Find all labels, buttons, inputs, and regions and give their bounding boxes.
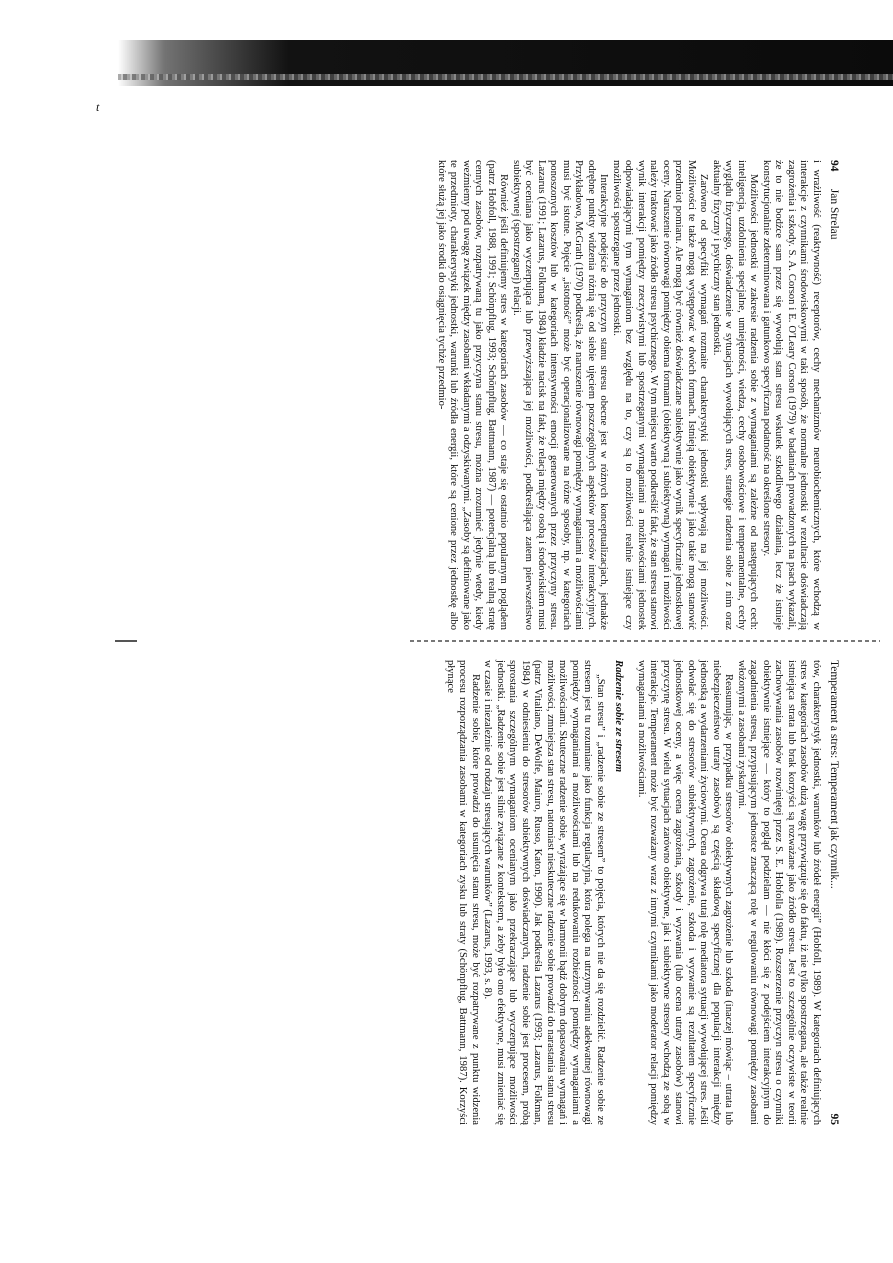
page-fold-line xyxy=(410,640,880,642)
left-running-head: Jan Strelau xyxy=(828,188,840,240)
fold-mark xyxy=(115,640,137,642)
paragraph: Zarówno od specyfiki wymagań rozmaite charakterystyki jednostki wpływają na jej możliwości. Możliwości te także mogą występować w dwóch formach. Istnieją obiektywnie i jako takie mogą stanowić przedmiot pomiaru. Ale mogą być również doświadczane subiektywnie jako wynik specyficznie jednostkowej oceny. Naruszenie równowagi pomiędzy obiema formami (obiektywną i subiektywną) wymagań i możliwości należy traktować jako źródło stresu psychicznego. W tym miejscu warto podkreślić fakt, że stan stresu stanowi wynik interakcji pomiędzy rzeczywistymi lub spostrzeganymi wymaganiami a możliwościami jednostek odpowiadającymi tym wymaganiom bez względu na to, czy są to możliwości realnie istniejące czy możliwości spostrzegane przez jednostki. xyxy=(611,160,710,631)
paragraph: Interakcyjne podejście do przyczyn stanu stresu obecne jest w różnych konceptualizacjach, jednakże odrębne punkty widzenia różnią się od siebie ujęciem poszczególnych aspektów procesów interakcyjnych. Przykładowo, McGrath (1970) podkreśla, że naruszenie równowagi pomiędzy wymaganiami a możliwościami musi być istotne. Pojęcie „istotność” może być operacjonalizowane na różne sposoby, np. w kategoriach ponoszonych kosztów lub w kategoriach intensywności emocji generowanych przez przyczyny stresu. Lazarus (1991; Lazarus, Folkman, 1984) kładzie nacisk na fakt, że relacja między osobą i środowiskiem musi być oceniana jako wyczerpująca lub przewyższająca jej możliwości, podkreślająca zatem pierwszeństwo subiektywnej (spostrzeganej) relacji. xyxy=(511,160,610,630)
scan-shadow-bar xyxy=(118,40,893,86)
right-page xyxy=(444,660,841,1125)
left-page-body xyxy=(435,160,823,630)
paragraph: Radzenie sobie, które prowadzi do usunięcia stanu stresu, może być rozpatrywane z punktu widzenia procesu rozporządzania zasobami w kategoriach zysku lub straty (Schönpflug, Battmann, 1987). Korzyści płynące xyxy=(445,660,481,1125)
left-page-header xyxy=(828,160,840,630)
section-title: Radzenie sobie ze stresem xyxy=(613,660,625,773)
corner-mark: t xyxy=(96,100,100,114)
left-page xyxy=(435,160,841,630)
paragraph: „Stan stresu” i „radzenie sobie ze stresem” to pojęcia, których nie da się rozdzielić. Radzenie sobie ze stresem jest tu rozumiane jako funkcja regulacyjna, która polega na utrzymywaniu adekwatnej równowagi pomiędzy wymaganiami a możliwościami lub na redukowaniu rozbieżności pomiędzy wymaganiami a możliwościami. Skuteczne radzenie sobie, wyrażające się w harmonii bądź dobrym dopasowaniu wymagań i możliwości, zmniejsza stan stresu, natomiast nieskuteczne radzenie sobie prowadzi do narastania stanu stresu (patrz Vitaliano, DeWolfe, Maiuro, Russo, Katon, 1990). Jak podkreśla Lazarus (1993; Lazarus, Folkman, 1984) w odniesieniu do stresorów subiektywnych doświadczanych, radzenie sobie jest procesem, próbą sprostania szczególnym wymaganiom ocenianym jako przekraczające lub wyczerpujące możliwości jednostki. „Radzenie sobie jest silnie związane z kontekstem, a żeby było ono efektywne, musi zmieniać się w czasie i niezależnie od rodzaju stresujących warunków” (Lazarus, 1993, s. 8). xyxy=(482,660,606,1125)
right-page-number: 95 xyxy=(828,1113,840,1125)
paragraph: Reasumując, w przypadku stresorów obiektywnych zagrożenie lub szkoda (inaczej mówiąc – utrata lub niebezpieczeństwo utraty zasobów) są częścią składową specyficznej dla populacji interakcji między jednostką a wydarzeniami życiowymi. Ocena odgrywa tutaj rolę mediatora sytuacji wywołującej stres. Jeśli odwołać się do stresorów subiektywnych, zagrożenie, szkoda i wyzwanie są rezultatem specyficznie jednostkowej oceny, a więc ocena zagrożenia, szkody i wyzwania (lub ocena utraty zasobów) stanowi przyczynę stresu. W wielu sytuacjach zarówno obiektywne, jak i subiektywne stresory wchodzą ze sobą w interakcje. Temperament może być rozważany wraz z innymi czynnikami jako moderator relacji pomiędzy wymaganiami a możliwościami. xyxy=(636,660,735,1125)
paragraph: i wrażliwość (reaktywność) receptorów, cechy mechanizmów neurobiochemicznych, które wchodzą w interakcje z czynnikami środowiskowymi w taki sposób, że normalne jednostki w rezultacie doświadczają zagrożenia i szkody. S. A. Corson i E. O'Leary Corson (1979) w badaniach prowadzonych na psach wykazali, że to nie bodźce sam przez się wywołują stan stresu wskutek szkodliwego działania, lecz że istnieje konstytucjonalnie zdeterminowana i gatunkowo specyficzna podatność na określone stresory. xyxy=(761,160,822,630)
right-page-body xyxy=(444,660,823,1125)
paragraph: Również jeśli definiujemy stres w kategoriach zasobów — co staje się ostatnio popularnym poglądem (patrz Hobfoll, 1988, 1991; Schönpflug, 1993; Schönpflug, Battmann, 1987) — potencjalną lub realną stratę cennych zasobów, rozpatrywaną tu jako przyczyna stanu stresu, można zrozumieć jedynie wtedy, kiedy weźmiemy pod uwagę związek między zasobami wkładanymi a odzyskiwanymi. „Zasoby są definiowane jako te przedmioty, charakterystyki jednostki, warunki lub źródła energii, które są cenione przez jednostkę albo które służą jej jako środki do osiągnięcia tychże przedmio- xyxy=(436,160,510,630)
paragraph: Możliwości jednostki w zakresie radzenia sobie z wymaganiami są zależne od następujących cech: inteligencja, uzdolnienia specjalne, umiejętności, wiedza, cechy osobowościowe i temperamentalne, cechy wyglądu fizycznego, doświadczenie w sytuacjach wywołujących stres, strategie radzenia sobie z nim oraz aktualny fizyczny i psychiczny stan jednostki. xyxy=(711,160,760,630)
left-page-number: 94 xyxy=(828,160,840,172)
right-page-header xyxy=(828,660,840,1125)
paragraph: tów, charakterystyk jednostki, warunków lub źródeł energii” (Hobfoll, 1989). W kategoriach definiujących stres w kategoriach zasobów dużą wagę przywiązuje się do faktu, iż nie tylko spostrzegana, ale także realnie istniejąca strata lub brak korzyści są rozważane jako źródło stresu. Jest to szczególnie oczywiste w teorii zachowywania zasobów rozwiniętej przez S. E. Hobfolla (1989). Rozszerzenie przyczyn stresu o czynniki obiektywnie istniejące — który to pogląd podzielam — nie kłóci się z podejściem interakcyjnym do zagadnienia stresu, przypisującym jednostce znaczącą rolę w regulowaniu równowagi pomiędzy zasobami włożonymi a zasobami zyskanymi. xyxy=(736,660,822,1125)
right-running-head: Temperament a stres: Temperament jak czynnik... xyxy=(828,660,840,889)
